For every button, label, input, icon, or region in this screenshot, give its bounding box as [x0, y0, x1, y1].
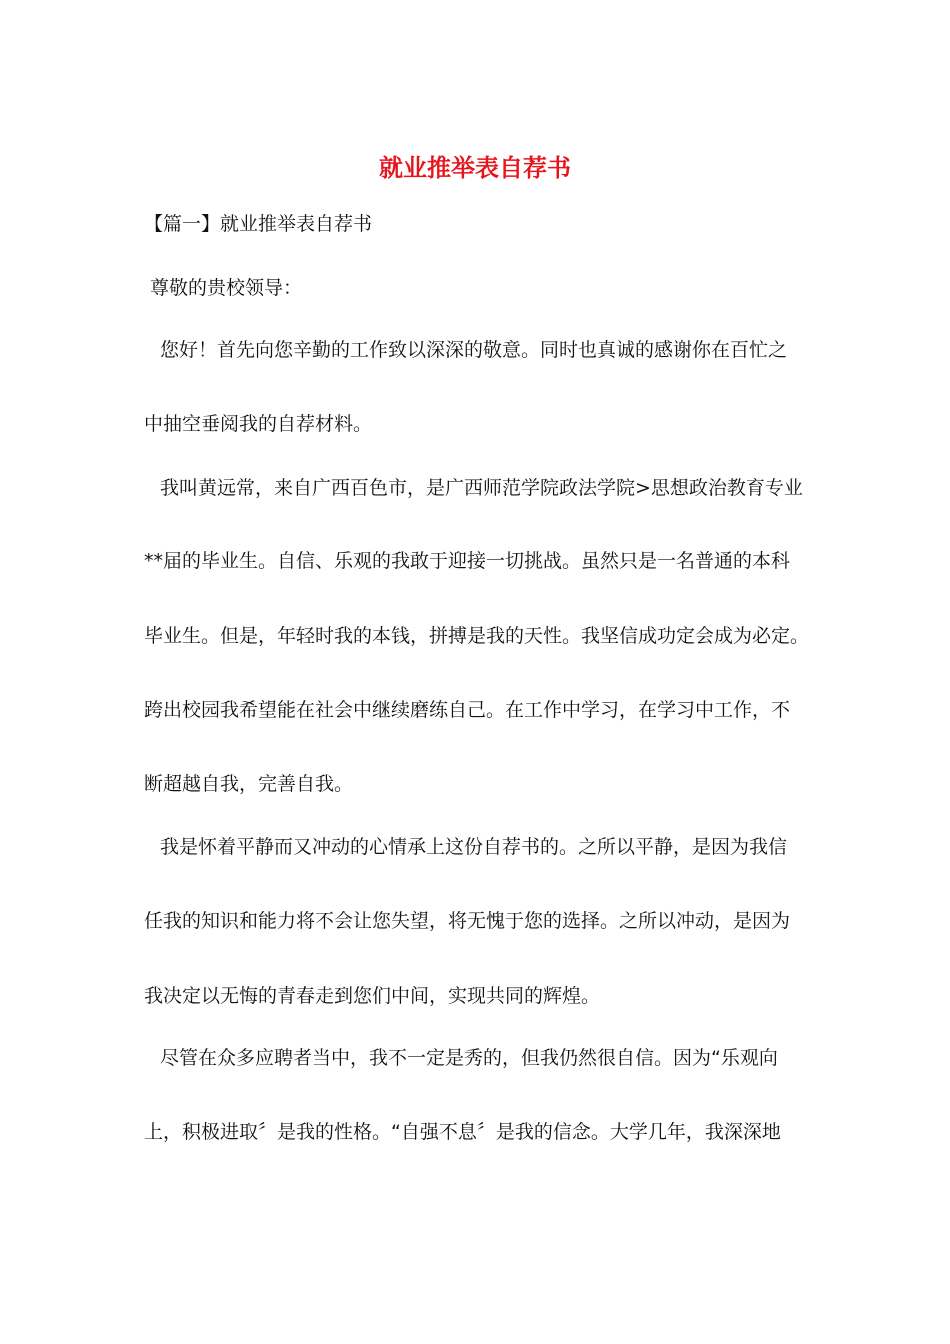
paragraph-line: 上，积极进取〞是我的性格。“自强不息〞是我的信念。大学几年，我深深地	[144, 1121, 781, 1143]
paragraph-line: 我叫黄远常，来自广西百色市，是广西师范学院政法学院>思想政治教育专业	[160, 477, 803, 499]
paragraph-line: 我决定以无悔的青春走到您们中间，实现共同的辉煌。	[144, 985, 601, 1007]
document-title: 就业推举表自荐书	[379, 153, 571, 182]
salutation: 尊敬的贵校领导：	[150, 277, 303, 299]
paragraph-line: 断超越自我，完善自我。	[144, 773, 354, 795]
paragraph-line: 跨出校园我希望能在社会中继续磨练自己。在工作中学习，在学习中工作，不	[144, 699, 791, 721]
paragraph-line: 中抽空垂阅我的自荐材料。	[144, 413, 373, 435]
paragraph-line: **届的毕业生。自信、乐观的我敢于迎接一切挑战。虽然只是一名普通的本科	[144, 550, 791, 572]
paragraph-line: 我是怀着平静而又冲动的心情承上这份自荐书的。之所以平静，是因为我信	[160, 836, 788, 858]
paragraph-line: 任我的知识和能力将不会让您失望，将无愧于您的选择。之所以冲动，是因为	[144, 910, 791, 932]
section-heading: 【篇一】就业推举表自荐书	[144, 213, 373, 235]
paragraph-line: 尽管在众多应聘者当中，我不一定是秀的，但我仍然很自信。因为“乐观向	[160, 1047, 778, 1069]
paragraph-line: 您好！首先向您辛勤的工作致以深深的敬意。同时也真诚的感谢你在百忙之	[160, 339, 788, 361]
paragraph-line: 毕业生。但是，年轻时我的本钱，拼搏是我的天性。我坚信成功定会成为必定。	[144, 625, 810, 647]
